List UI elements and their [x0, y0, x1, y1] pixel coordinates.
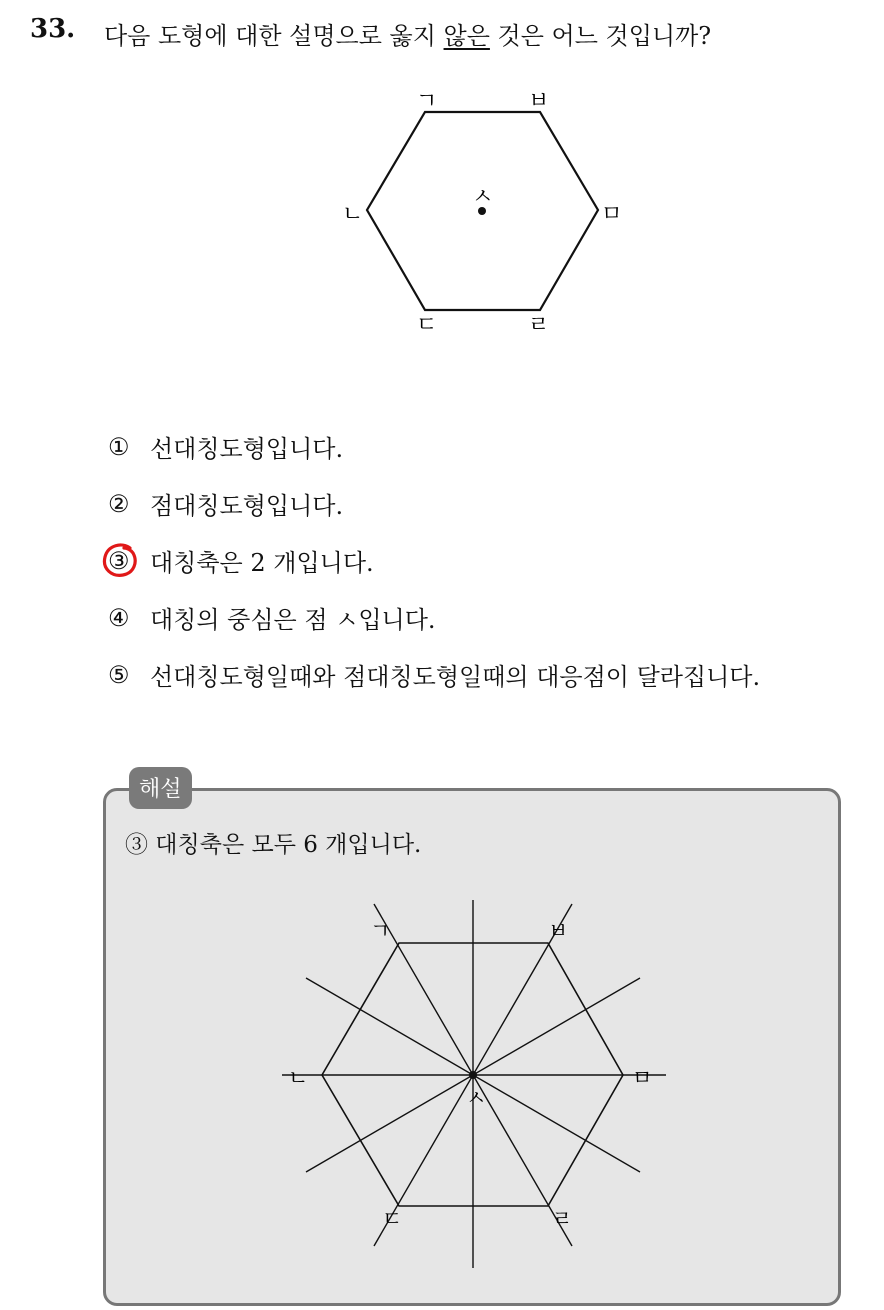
solution-tag: 해설: [129, 767, 192, 809]
vertex-label-n: ㄴ: [342, 202, 364, 227]
vertex-label-g: ㄱ: [416, 89, 438, 114]
question-text: [104, 16, 711, 51]
question-text-before: 다음 도형에 대한 설명으로 옳지: [104, 22, 444, 50]
question-text-underlined: 않은: [443, 22, 490, 50]
choice-text: 점대칭도형입니다.: [150, 492, 344, 520]
choice-text: 선대칭도형입니다.: [150, 435, 344, 463]
choice-3[interactable]: [108, 532, 760, 589]
vertex-label-d: ㄷ: [382, 1207, 403, 1231]
choice-number: ①: [108, 432, 130, 461]
vertex-label-d: ㄷ: [416, 313, 438, 338]
question-text-after: 것은 어느 것입니까?: [489, 22, 712, 50]
choice-number: ②: [108, 489, 130, 518]
choice-text: 대칭축은 2 개입니다.: [150, 549, 374, 577]
choice-number: ⑤: [108, 660, 130, 689]
vertex-label-g: ㄱ: [370, 919, 391, 943]
choice-text: 선대칭도형일때와 점대칭도형일때의 대응점이 달라집니다.: [150, 663, 761, 691]
center-point: [469, 1071, 477, 1079]
center-label: ㅅ: [472, 185, 494, 210]
choice-2[interactable]: [108, 475, 760, 532]
symmetry-axes-figure: [270, 900, 680, 1280]
vertex-label-b: ㅂ: [548, 919, 569, 943]
choice-4[interactable]: [108, 589, 760, 646]
choice-text: 대칭의 중심은 점 ㅅ입니다.: [150, 606, 436, 634]
vertex-label-m: ㅁ: [632, 1066, 653, 1090]
choices-list: [108, 418, 760, 703]
choice-number: ④: [108, 603, 130, 632]
vertex-label-r: ㄹ: [552, 1207, 573, 1231]
choice-number: ③: [108, 546, 130, 575]
solution-text: ③ 대칭축은 모두 6 개입니다.: [125, 832, 422, 858]
choice-1[interactable]: [108, 418, 760, 475]
vertex-label-r: ㄹ: [528, 313, 550, 338]
vertex-label-n: ㄴ: [288, 1066, 309, 1090]
question-number: 33.: [30, 14, 76, 44]
hexagon-figure: [330, 80, 640, 340]
choice-5[interactable]: [108, 646, 760, 703]
vertex-label-b: ㅂ: [528, 89, 550, 114]
center-label: ㅅ: [466, 1086, 487, 1110]
vertex-label-m: ㅁ: [601, 202, 623, 227]
